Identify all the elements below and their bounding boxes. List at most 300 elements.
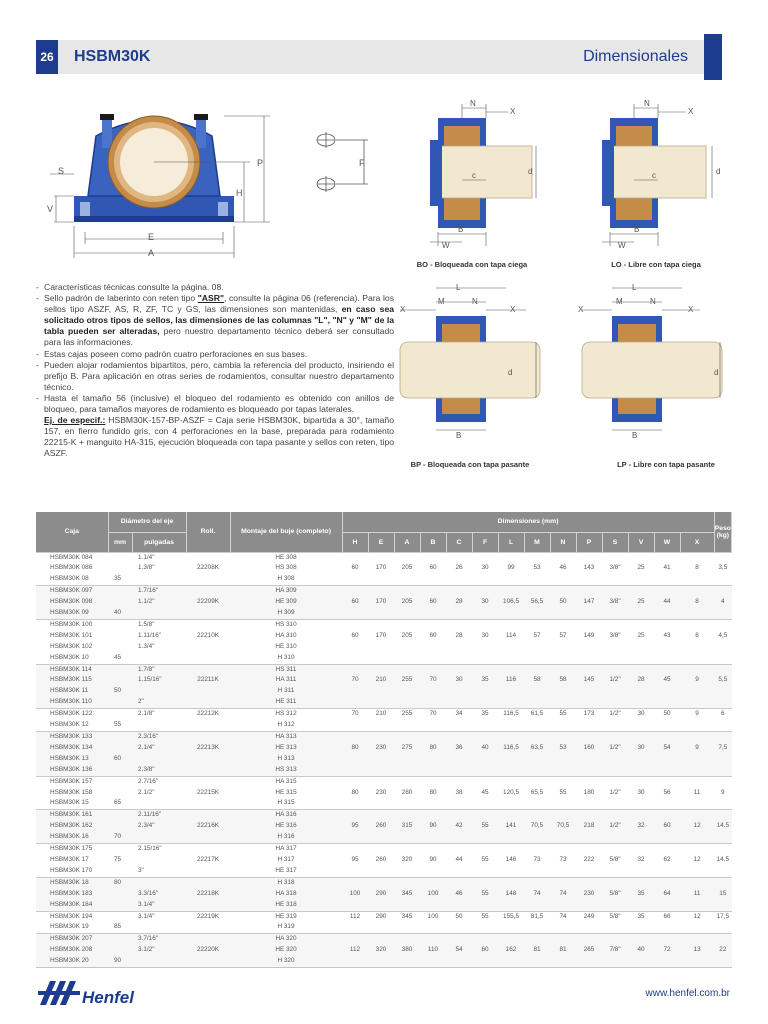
cell-dim-e: 230: [368, 788, 394, 799]
bo-label-d: d: [528, 167, 533, 176]
cell-peso: [714, 686, 731, 697]
cell-dim-c: 30: [446, 675, 472, 686]
cell-dim-n: 73: [550, 855, 576, 866]
cell-dim-s: [602, 664, 628, 675]
cell-dim-x: 12: [680, 911, 714, 922]
cell-dim-n: [550, 798, 576, 809]
cell-dim-e: 210: [368, 675, 394, 686]
cell-dim-e: 210: [368, 709, 394, 720]
cell-dim-w: [654, 877, 680, 888]
cell-dim-v: 25: [628, 563, 654, 574]
cell-dim-n: [550, 664, 576, 675]
cell-peso: [714, 619, 731, 630]
cell-roll: [186, 686, 230, 697]
cell-peso: [714, 832, 731, 843]
cell-dim-e: 320: [368, 945, 394, 956]
cell-dim-s: [602, 832, 628, 843]
cell-dim-x: 9: [680, 743, 714, 754]
cell-peso: [714, 653, 731, 664]
cell-dim-c: [446, 776, 472, 787]
cell-dim-l: [498, 552, 524, 563]
cell-caja: HSBM30K 175: [36, 844, 108, 855]
cell-dim-e: [368, 642, 394, 653]
cell-caja: HSBM30K 086: [36, 563, 108, 574]
cell-dim-h: [342, 810, 368, 821]
bp-label-x2: X: [510, 305, 516, 314]
table-row: [36, 709, 732, 720]
cell-dim-m: [524, 619, 550, 630]
cell-pulgadas: 3.1/4": [132, 911, 186, 922]
cell-montaje: HA 310: [230, 631, 342, 642]
cell-dim-v: 30: [628, 709, 654, 720]
cell-dim-x: [680, 810, 714, 821]
cell-dim-s: [602, 552, 628, 563]
col-montaje: Montaje del buje (completo): [230, 512, 342, 552]
cell-dim-v: [628, 720, 654, 731]
cell-dim-w: 41: [654, 563, 680, 574]
bp-label-d: d: [508, 368, 513, 377]
website-link[interactable]: www.henfel.com.br: [645, 988, 730, 999]
label-s: S: [58, 166, 65, 176]
cell-dim-n: [550, 697, 576, 708]
table-row: [36, 821, 732, 832]
cell-dim-p: [576, 619, 602, 630]
cell-dim-f: [472, 642, 498, 653]
bp-label-l: L: [456, 283, 461, 292]
cell-peso: [714, 608, 731, 619]
cell-dim-s: [602, 642, 628, 653]
bp-label-x1: X: [400, 305, 406, 314]
cell-dim-e: [368, 697, 394, 708]
cell-dim-e: [368, 686, 394, 697]
cell-dim-v: [628, 776, 654, 787]
cell-dim-l: [498, 866, 524, 877]
table-row: [36, 664, 732, 675]
cell-dim-v: [628, 552, 654, 563]
cell-dim-w: [654, 574, 680, 585]
cell-dim-x: [680, 922, 714, 933]
cell-dim-s: [602, 798, 628, 809]
cell-roll: [186, 608, 230, 619]
cell-mm: 55: [108, 720, 132, 731]
cell-dim-e: 260: [368, 821, 394, 832]
note-item: - Pueden alojar rodamientos bipartitos, pero, cambia la referencia del producto, insiriendo el prefijo B. Para aplicación en otras series de rodamientos, consultar nuestro departamento técnico.: [36, 360, 394, 393]
cell-caja: HSBM30K 101: [36, 631, 108, 642]
cell-dim-s: [602, 754, 628, 765]
cell-dim-n: [550, 956, 576, 967]
model-title: HSBM30K: [74, 48, 151, 65]
cell-dim-l: [498, 653, 524, 664]
cell-dim-x: [680, 586, 714, 597]
cell-dim-m: 70,5: [524, 821, 550, 832]
cell-dim-v: 30: [628, 743, 654, 754]
cell-dim-l: 106,5: [498, 597, 524, 608]
table-row: [36, 956, 732, 967]
cell-dim-a: 315: [394, 821, 420, 832]
cell-dim-c: [446, 832, 472, 843]
page-number: 26: [36, 40, 58, 74]
cell-peso: 4: [714, 597, 731, 608]
cell-dim-l: 116: [498, 675, 524, 686]
cell-dim-l: [498, 586, 524, 597]
cell-caja: HSBM30K 136: [36, 765, 108, 776]
table-row: [36, 586, 732, 597]
col-mm: mm: [108, 532, 132, 552]
cell-dim-e: [368, 765, 394, 776]
lp-label-l: L: [632, 283, 637, 292]
col-dim-l: L: [498, 532, 524, 552]
front-view-drawing: [44, 96, 284, 266]
cell-dim-f: 55: [472, 855, 498, 866]
cell-dim-s: [602, 810, 628, 821]
cell-dim-n: 58: [550, 675, 576, 686]
cell-dim-w: 66: [654, 911, 680, 922]
cell-pulgadas: 1.3/8": [132, 563, 186, 574]
cell-dim-s: 7/8": [602, 945, 628, 956]
cell-dim-e: [368, 810, 394, 821]
cell-dim-w: [654, 866, 680, 877]
footer-divider: [36, 967, 732, 968]
cell-mm: [108, 664, 132, 675]
note-item: - Estas cajas poseen como padrón cuatro perforaciones en sus bases.: [36, 349, 394, 360]
cell-dim-p: [576, 686, 602, 697]
cell-dim-x: [680, 574, 714, 585]
cell-caja: HSBM30K 19: [36, 922, 108, 933]
cell-dim-h: 60: [342, 563, 368, 574]
cell-dim-f: [472, 934, 498, 945]
cell-dim-l: [498, 934, 524, 945]
cell-pulgadas: 2.1/8": [132, 709, 186, 720]
lp-label-n: N: [650, 297, 656, 306]
cell-dim-w: [654, 900, 680, 911]
table-row: [36, 697, 732, 708]
cell-dim-f: [472, 866, 498, 877]
cell-dim-h: [342, 922, 368, 933]
cell-peso: [714, 956, 731, 967]
cell-dim-p: 147: [576, 597, 602, 608]
cell-dim-a: 275: [394, 743, 420, 754]
bo-label-c: c: [472, 171, 476, 180]
cell-montaje: H 320: [230, 956, 342, 967]
cell-dim-e: [368, 832, 394, 843]
cell-dim-p: [576, 552, 602, 563]
cell-mm: [108, 631, 132, 642]
cell-roll: [186, 653, 230, 664]
cell-dim-v: [628, 642, 654, 653]
cell-dim-h: [342, 754, 368, 765]
cell-dim-v: [628, 844, 654, 855]
cell-dim-e: 170: [368, 597, 394, 608]
cell-dim-e: 170: [368, 563, 394, 574]
cell-mm: [108, 889, 132, 900]
cell-dim-a: [394, 586, 420, 597]
cell-dim-f: [472, 956, 498, 967]
cell-peso: 14,5: [714, 855, 731, 866]
cell-dim-v: 35: [628, 889, 654, 900]
col-dim-n: N: [550, 532, 576, 552]
cell-caja: HSBM30K 184: [36, 900, 108, 911]
cell-caja: HSBM30K 114: [36, 664, 108, 675]
cell-pulgadas: 3.7/16": [132, 934, 186, 945]
cell-dim-f: 55: [472, 889, 498, 900]
cell-dim-h: 80: [342, 743, 368, 754]
cell-dim-n: [550, 832, 576, 843]
cell-dim-c: [446, 810, 472, 821]
cell-dim-l: 162: [498, 945, 524, 956]
cell-dim-n: [550, 765, 576, 776]
bp-label-m: M: [438, 297, 445, 306]
cell-dim-c: [446, 900, 472, 911]
cell-dim-a: [394, 642, 420, 653]
cell-pulgadas: [132, 877, 186, 888]
cell-roll: [186, 754, 230, 765]
cell-montaje: H 315: [230, 798, 342, 809]
cell-dim-m: [524, 642, 550, 653]
cell-montaje: H 310: [230, 653, 342, 664]
cell-mm: [108, 788, 132, 799]
cell-dim-c: 46: [446, 889, 472, 900]
cell-dim-e: [368, 934, 394, 945]
cell-dim-m: [524, 866, 550, 877]
cell-dim-c: [446, 574, 472, 585]
cell-dim-l: [498, 664, 524, 675]
cell-dim-x: [680, 866, 714, 877]
cell-dim-w: [654, 586, 680, 597]
cell-dim-c: 44: [446, 855, 472, 866]
cell-dim-x: [680, 832, 714, 843]
cell-dim-m: [524, 776, 550, 787]
cell-dim-c: 28: [446, 631, 472, 642]
cell-dim-e: [368, 754, 394, 765]
cell-mm: 45: [108, 653, 132, 664]
cell-dim-c: 26: [446, 563, 472, 574]
table-row: [36, 866, 732, 877]
cell-dim-w: [654, 776, 680, 787]
cell-dim-s: [602, 922, 628, 933]
cell-dim-m: [524, 900, 550, 911]
col-dim-h: H: [342, 532, 368, 552]
cell-dim-c: [446, 653, 472, 664]
cell-dim-l: [498, 776, 524, 787]
cell-mm: [108, 697, 132, 708]
cell-dim-l: 114: [498, 631, 524, 642]
cell-dim-b: [420, 810, 446, 821]
cell-dim-v: [628, 900, 654, 911]
cell-dim-h: 70: [342, 709, 368, 720]
cell-dim-b: 110: [420, 945, 446, 956]
cell-pulgadas: 1.7/8": [132, 664, 186, 675]
technical-notes: [36, 282, 394, 460]
cell-dim-v: [628, 798, 654, 809]
cell-roll: [186, 798, 230, 809]
cell-dim-m: [524, 552, 550, 563]
cell-dim-w: [654, 956, 680, 967]
section-lo-drawing: [596, 96, 736, 256]
cell-dim-n: 46: [550, 563, 576, 574]
cell-roll: 22212K: [186, 709, 230, 720]
cell-dim-w: 62: [654, 855, 680, 866]
cell-caja: HSBM30K 12: [36, 720, 108, 731]
cell-peso: 4,5: [714, 631, 731, 642]
col-dim-w: W: [654, 532, 680, 552]
label-h: H: [236, 188, 243, 198]
cell-mm: [108, 765, 132, 776]
cell-dim-b: 80: [420, 743, 446, 754]
cell-dim-x: [680, 686, 714, 697]
table-row: [36, 619, 732, 630]
cell-dim-a: [394, 664, 420, 675]
cell-dim-c: [446, 686, 472, 697]
cell-montaje: H 316: [230, 832, 342, 843]
cell-dim-s: [602, 732, 628, 743]
cell-dim-x: [680, 877, 714, 888]
cell-dim-n: 74: [550, 889, 576, 900]
lo-label-x: X: [688, 107, 694, 116]
table-row: [36, 574, 732, 585]
cell-dim-x: 13: [680, 945, 714, 956]
cell-mm: 80: [108, 877, 132, 888]
cell-dim-a: [394, 900, 420, 911]
side-view-drawing: [306, 126, 386, 196]
cell-mm: [108, 563, 132, 574]
cell-dim-n: [550, 877, 576, 888]
cell-roll: [186, 810, 230, 821]
cell-dim-c: 42: [446, 821, 472, 832]
cell-dim-c: [446, 552, 472, 563]
cell-dim-e: [368, 664, 394, 675]
cell-dim-f: 60: [472, 945, 498, 956]
col-dim-c: C: [446, 532, 472, 552]
cell-dim-p: [576, 765, 602, 776]
cell-dim-n: 81: [550, 945, 576, 956]
cell-dim-b: [420, 877, 446, 888]
cell-dim-l: [498, 732, 524, 743]
cell-dim-m: [524, 697, 550, 708]
cell-dim-h: 60: [342, 631, 368, 642]
cell-dim-w: [654, 732, 680, 743]
cell-dim-b: [420, 956, 446, 967]
col-pulgadas: pulgadas: [132, 532, 186, 552]
col-dim-e: E: [368, 532, 394, 552]
header-tab-marker: [704, 34, 722, 80]
cell-pulgadas: 1.11/16": [132, 631, 186, 642]
cell-roll: [186, 664, 230, 675]
cell-dim-x: [680, 754, 714, 765]
cell-mm: 65: [108, 798, 132, 809]
cell-dim-e: 230: [368, 743, 394, 754]
cell-dim-c: 28: [446, 597, 472, 608]
bo-label-w: W: [442, 241, 450, 250]
cell-dim-m: [524, 877, 550, 888]
cell-caja: HSBM30K 170: [36, 866, 108, 877]
cell-dim-b: [420, 686, 446, 697]
cell-dim-w: [654, 697, 680, 708]
cell-dim-f: [472, 844, 498, 855]
cell-dim-m: [524, 832, 550, 843]
cell-mm: [108, 821, 132, 832]
cell-caja: HSBM30K 098: [36, 597, 108, 608]
cell-dim-e: [368, 586, 394, 597]
cell-dim-m: [524, 586, 550, 597]
cell-dim-p: [576, 776, 602, 787]
cell-mm: [108, 732, 132, 743]
cell-dim-c: [446, 642, 472, 653]
cell-dim-h: [342, 934, 368, 945]
section-title: Dimensionales: [583, 48, 688, 65]
cell-dim-e: [368, 653, 394, 664]
cell-montaje: HA 315: [230, 776, 342, 787]
cell-dim-x: [680, 956, 714, 967]
cell-roll: [186, 832, 230, 843]
cell-dim-b: 60: [420, 597, 446, 608]
cell-dim-a: [394, 956, 420, 967]
table-row: [36, 855, 732, 866]
cell-dim-x: [680, 619, 714, 630]
cell-dim-m: [524, 686, 550, 697]
cell-dim-s: 5/8": [602, 855, 628, 866]
cell-dim-n: 57: [550, 631, 576, 642]
cell-dim-f: 30: [472, 631, 498, 642]
cell-dim-w: [654, 810, 680, 821]
label-a: A: [148, 248, 155, 258]
cell-roll: 22210K: [186, 631, 230, 642]
cell-dim-s: [602, 844, 628, 855]
cell-caja: HSBM30K 084: [36, 552, 108, 563]
cell-mm: 70: [108, 832, 132, 843]
cell-dim-l: [498, 608, 524, 619]
cell-dim-w: 54: [654, 743, 680, 754]
cell-peso: [714, 866, 731, 877]
cell-mm: 60: [108, 754, 132, 765]
cell-dim-p: [576, 798, 602, 809]
col-dimensiones: Dimensiones (mm): [342, 512, 714, 532]
col-diametro: Diámetro del eje: [108, 512, 186, 532]
cell-dim-n: [550, 732, 576, 743]
cell-dim-x: [680, 608, 714, 619]
cell-caja: HSBM30K 20: [36, 956, 108, 967]
cell-caja: HSBM30K 11: [36, 686, 108, 697]
cell-dim-s: [602, 720, 628, 731]
cell-dim-f: [472, 776, 498, 787]
cell-dim-n: 53: [550, 743, 576, 754]
cell-peso: [714, 798, 731, 809]
cell-dim-x: [680, 720, 714, 731]
cell-dim-h: 95: [342, 855, 368, 866]
cell-dim-w: [654, 832, 680, 843]
cell-dim-e: [368, 574, 394, 585]
cell-dim-f: [472, 552, 498, 563]
table-row: [36, 597, 732, 608]
cell-dim-p: [576, 832, 602, 843]
cell-dim-h: [342, 844, 368, 855]
cell-roll: [186, 866, 230, 877]
cell-dim-v: [628, 810, 654, 821]
cell-peso: [714, 642, 731, 653]
cell-dim-v: [628, 664, 654, 675]
cell-dim-b: 80: [420, 788, 446, 799]
cell-peso: [714, 586, 731, 597]
cell-dim-p: [576, 732, 602, 743]
cell-dim-f: [472, 832, 498, 843]
cell-montaje: HE 317: [230, 866, 342, 877]
cell-dim-l: [498, 844, 524, 855]
table-row: [36, 922, 732, 933]
cell-dim-p: [576, 877, 602, 888]
cell-dim-p: 149: [576, 631, 602, 642]
cell-dim-w: [654, 922, 680, 933]
lo-label-n: N: [644, 99, 650, 108]
cell-pulgadas: 1.1/2": [132, 597, 186, 608]
